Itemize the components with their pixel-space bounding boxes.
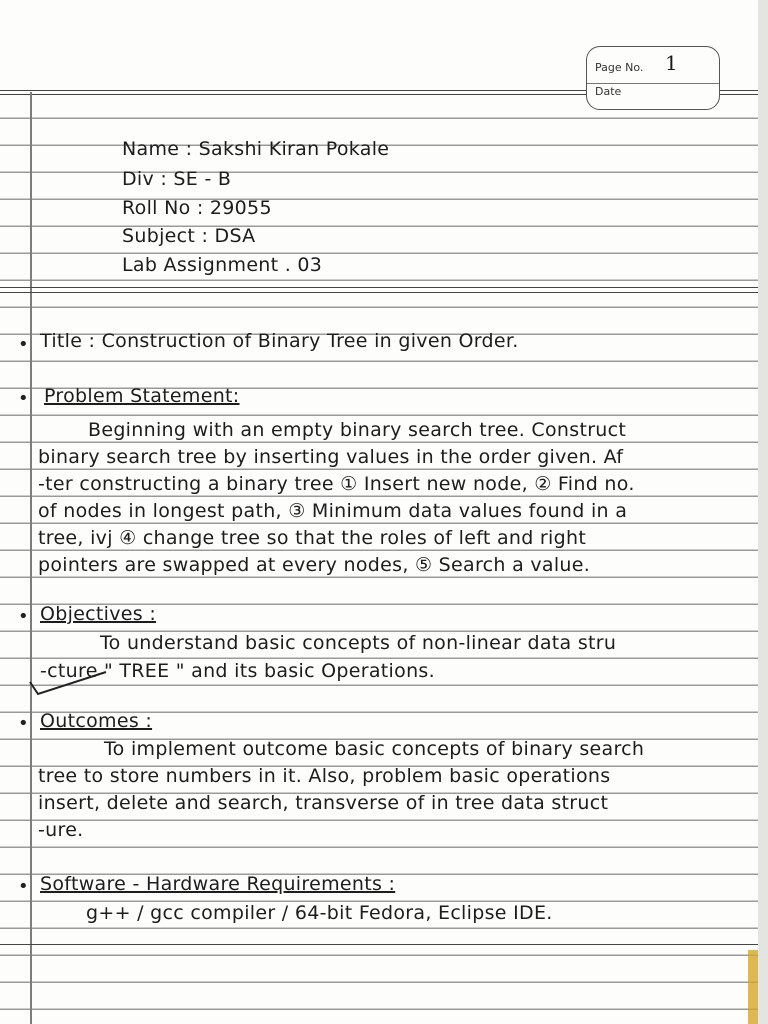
bullet: • <box>18 388 29 409</box>
binding-mark <box>748 950 758 1024</box>
footer-rule <box>0 944 758 945</box>
page-label: Page No. <box>595 61 644 74</box>
bullet: • <box>18 606 29 627</box>
requirements-line: g++ / gcc compiler / 64-bit Fedora, Eclipse IDE. <box>86 902 553 924</box>
title: Title : Construction of Binary Tree in given Order. <box>40 330 519 352</box>
problem-line: Beginning with an empty binary search tree. Construct <box>88 419 627 441</box>
outcomes-line: tree to store numbers in it. Also, problem basic operations <box>38 765 611 787</box>
check-mark-icon <box>28 668 108 698</box>
page-box-divider <box>587 83 719 84</box>
problem-line: of nodes in longest path, ③ Minimum data values found in a <box>38 500 628 522</box>
margin-line <box>30 92 32 1024</box>
objectives-heading: Objectives : <box>40 603 157 625</box>
requirements-heading: Software - Hardware Requirements : <box>40 873 396 895</box>
page-edge <box>758 0 768 1024</box>
problem-line: -ter constructing a binary tree ① Insert new node, ② Find no. <box>38 473 635 495</box>
outcomes-line: insert, delete and search, transverse of in tree data struct <box>38 792 609 814</box>
objectives-line: To understand basic concepts of non-linear data stru <box>100 632 617 654</box>
objectives-line: -cture " TREE " and its basic Operations. <box>40 660 435 682</box>
student-roll: Roll No : 29055 <box>122 197 272 219</box>
section-rule-second <box>0 292 758 293</box>
date-label: Date <box>595 85 622 98</box>
student-subject: Subject : DSA <box>122 225 256 247</box>
student-div: Div : SE - B <box>122 168 232 190</box>
page-number: 1 <box>665 51 678 75</box>
lab-assignment: Lab Assignment . 03 <box>122 254 323 276</box>
outcomes-line: To implement outcome basic concepts of binary search <box>104 738 645 760</box>
problem-heading: Problem Statement: <box>44 385 240 407</box>
page-number-box <box>586 46 720 110</box>
student-name: Name : Sakshi Kiran Pokale <box>122 138 390 160</box>
bullet: • <box>18 713 29 734</box>
outcomes-line: -ure. <box>38 819 84 841</box>
problem-line: binary search tree by inserting values in the order given. Af <box>38 446 624 468</box>
problem-line: pointers are swapped at every nodes, ⑤ Search a value. <box>38 554 591 576</box>
bullet: • <box>18 876 29 897</box>
problem-line: tree, ivj ④ change tree so that the roles of left and right <box>38 527 587 549</box>
bullet: • <box>18 334 29 355</box>
section-rule <box>0 287 758 288</box>
outcomes-heading: Outcomes : <box>40 710 153 732</box>
